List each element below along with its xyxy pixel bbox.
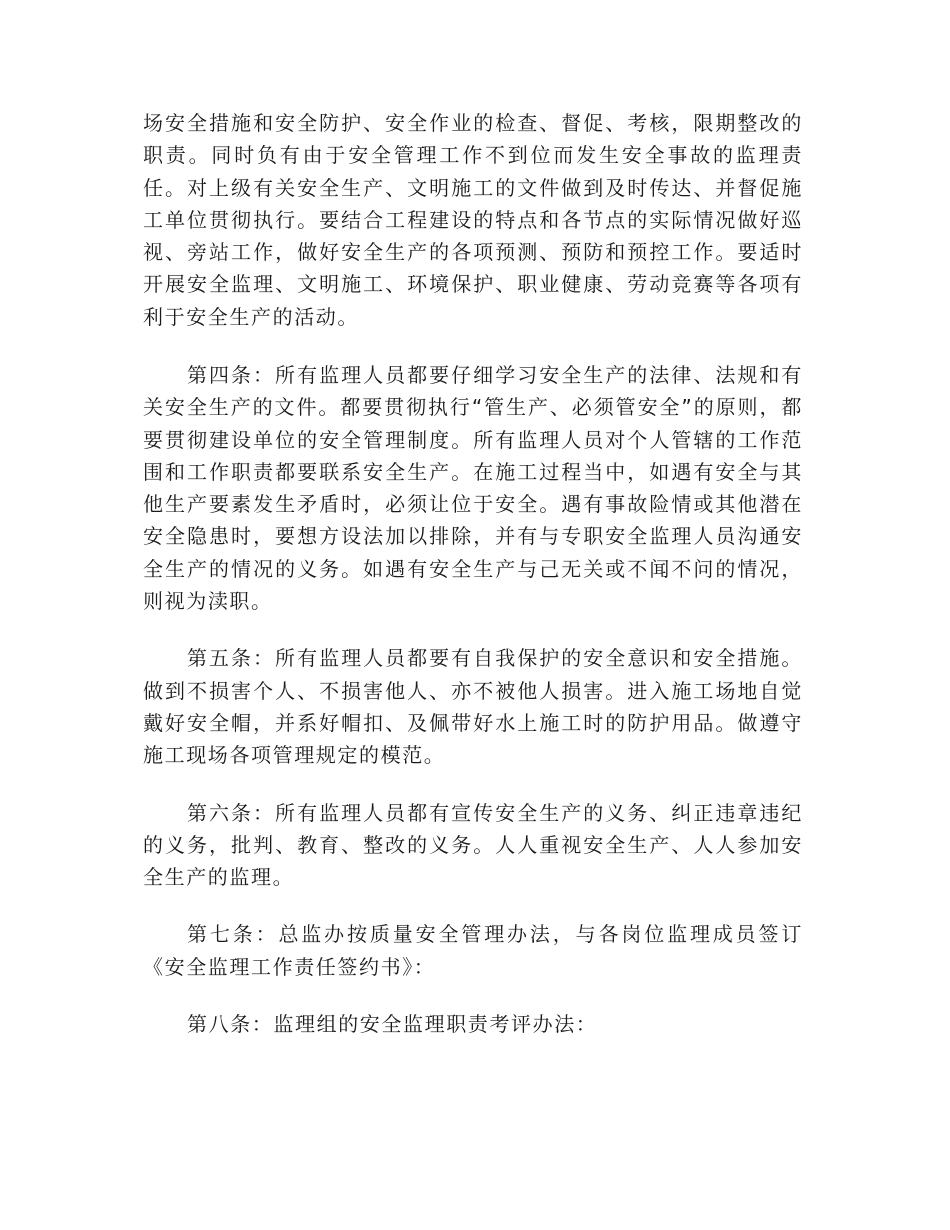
paragraph-article-8: 第八条：监理组的安全监理职责考评办法： (187, 1012, 598, 1037)
paragraph-article-7: 第七条：总监办按质量安全管理办法，与各岗位监理成员签订《安全监理工作责任签约书》： (143, 922, 803, 979)
document-page (143, 107, 803, 1040)
paragraph-article-4: 第四条：所有监理人员都要仔细学习安全生产的法律、法规和有关安全生产的文件。都要贯彻执行“管生产、必须管安全”的原则，都要贯彻建设单位的安全管理制度。所有监理人员对个人管辖的工作范围和工作职责都要联系安全生产。在施工过程当中，如遇有安全与其他生产要素发生矛盾时，必须让位于安全。遇有事故险情或其他潜在安全隐患时，要想方设法加以排除，并有与专职安全监理人员沟通安全生产的情况的义务。如遇有安全生产与己无关或不闻不问的情况，则视为渎职。 (143, 363, 803, 614)
paragraph-continued-duties: 场安全措施和安全防护、安全作业的检查、督促、考核，限期整改的职责。同时负有由于安全管理工作不到位而发生安全事故的监理责任。对上级有关安全生产、文明施工的文件做到及时传达、并督促施工单位贯彻执行。要结合工程建设的特点和各节点的实际情况做好巡视、旁站工作，做好安全生产的各项预测、预防和预控工作。要适时开展安全监理、文明施工、环境保护、职业健康、劳动竞赛等各项有利于安全生产的活动。 (143, 111, 803, 329)
paragraph-article-6: 第六条：所有监理人员都有宣传安全生产的义务、纠正违章违纪的义务，批判、教育、整改的义务。人人重视安全生产、人人参加安全生产的监理。 (143, 800, 803, 890)
paragraph-article-5: 第五条：所有监理人员都要有自我保护的安全意识和安全措施。做到不损害个人、不损害他人、亦不被他人损害。进入施工场地自觉戴好安全帽，并系好帽扣、及佩带好水上施工时的防护用品。做遵守施工现场各项管理规定的模范。 (143, 646, 803, 768)
